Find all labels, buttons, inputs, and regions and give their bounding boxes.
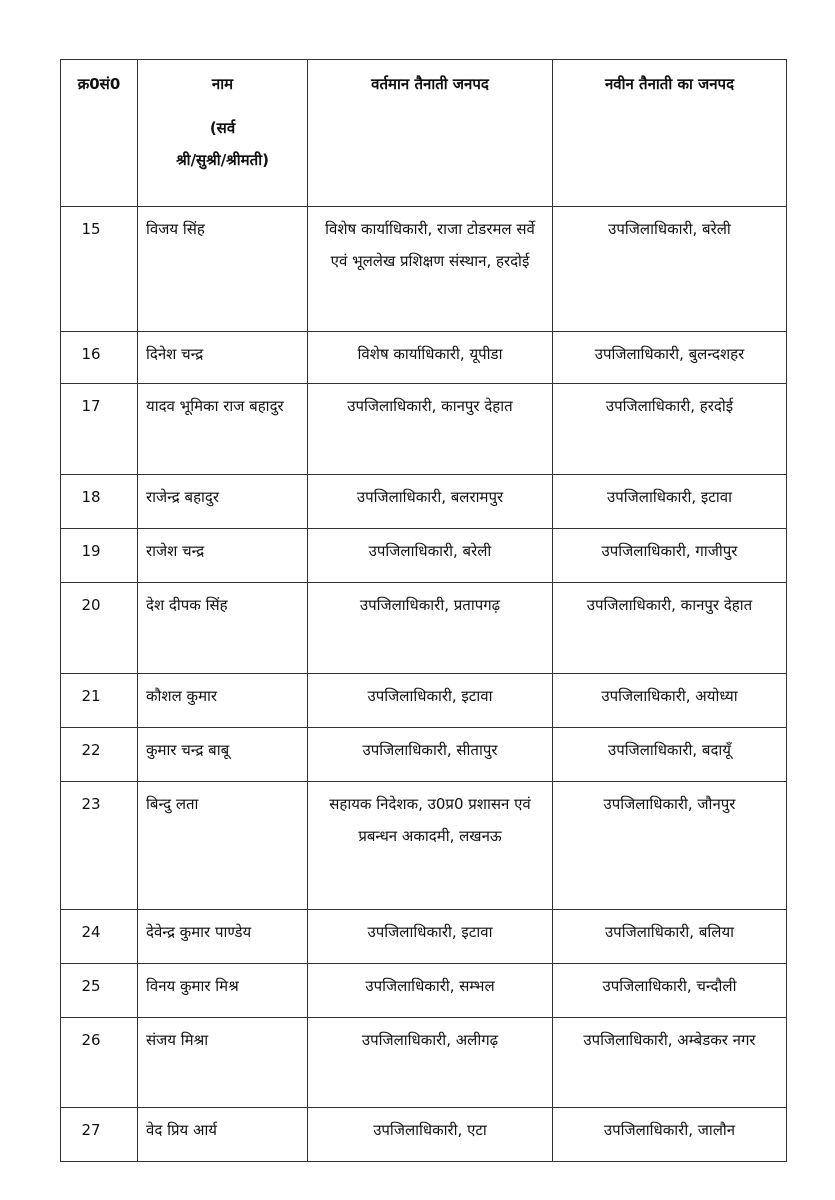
serial-cell: 19 — [61, 529, 138, 583]
serial-cell: 24 — [61, 910, 138, 964]
current-posting-cell: उपजिलाधिकारी, सम्भल — [308, 964, 553, 1018]
current-posting-cell: उपजिलाधिकारी, अलीगढ़ — [308, 1018, 553, 1108]
name-cell: कुमार चन्द्र बाबू — [138, 728, 308, 782]
name-cell: वेद प्रिय आर्य — [138, 1108, 308, 1162]
name-cell: विनय कुमार मिश्र — [138, 964, 308, 1018]
new-posting-cell: उपजिलाधिकारी, अम्बेडकर नगर — [553, 1018, 787, 1108]
current-posting-cell: विशेष कार्याधिकारी, यूपीडा — [308, 332, 553, 384]
new-posting-cell: उपजिलाधिकारी, कानपुर देहात — [553, 583, 787, 674]
name-cell: दिनेश चन्द्र — [138, 332, 308, 384]
serial-cell: 15 — [61, 207, 138, 332]
name-cell: राजेन्द्र बहादुर — [138, 475, 308, 529]
new-posting-cell: उपजिलाधिकारी, बरेली — [553, 207, 787, 332]
table-row — [61, 583, 787, 674]
header-name-sub2: श्री/सुश्री/श्रीमती) — [176, 151, 269, 169]
transfer-table — [60, 59, 787, 1162]
serial-cell: 27 — [61, 1108, 138, 1162]
table-row — [61, 207, 787, 332]
table-row — [61, 1108, 787, 1162]
header-name-title: नाम — [211, 75, 234, 93]
serial-cell: 26 — [61, 1018, 138, 1108]
new-posting-cell: उपजिलाधिकारी, जौनपुर — [553, 782, 787, 910]
serial-cell: 23 — [61, 782, 138, 910]
table-row — [61, 674, 787, 728]
table-row — [61, 910, 787, 964]
new-posting-cell: उपजिलाधिकारी, बदायूँ — [553, 728, 787, 782]
new-posting-cell: उपजिलाधिकारी, अयोध्या — [553, 674, 787, 728]
table-row — [61, 782, 787, 910]
current-posting-cell: सहायक निदेशक, उ0प्र0 प्रशासन एवं प्रबन्धन अकादमी, लखनऊ — [308, 782, 553, 910]
name-cell: यादव भूमिका राज बहादुर — [138, 384, 308, 475]
current-posting-cell: उपजिलाधिकारी, प्रतापगढ़ — [308, 583, 553, 674]
current-posting-cell: उपजिलाधिकारी, बरेली — [308, 529, 553, 583]
name-cell: देवेन्द्र कुमार पाण्डेय — [138, 910, 308, 964]
serial-cell: 22 — [61, 728, 138, 782]
serial-cell: 25 — [61, 964, 138, 1018]
current-posting-cell: विशेष कार्याधिकारी, राजा टोडरमल सर्वे एवं भूललेख प्रशिक्षण संस्थान, हरदोई — [308, 207, 553, 332]
name-cell: कौशल कुमार — [138, 674, 308, 728]
table-row — [61, 964, 787, 1018]
header-name — [138, 60, 308, 207]
name-cell: विजय सिंह — [138, 207, 308, 332]
new-posting-cell: उपजिलाधिकारी, जालौन — [553, 1108, 787, 1162]
current-posting-cell: उपजिलाधिकारी, कानपुर देहात — [308, 384, 553, 475]
current-posting-cell: उपजिलाधिकारी, इटावा — [308, 674, 553, 728]
table-row — [61, 1018, 787, 1108]
current-posting-cell: उपजिलाधिकारी, इटावा — [308, 910, 553, 964]
header-new-posting: नवीन तैनाती का जनपद — [553, 60, 787, 207]
serial-cell: 17 — [61, 384, 138, 475]
name-cell: बिन्दु लता — [138, 782, 308, 910]
serial-cell: 20 — [61, 583, 138, 674]
table-row — [61, 332, 787, 384]
new-posting-cell: उपजिलाधिकारी, इटावा — [553, 475, 787, 529]
transfer-list-sheet — [60, 59, 786, 1162]
header-current-posting: वर्तमान तैनाती जनपद — [308, 60, 553, 207]
table-row — [61, 529, 787, 583]
name-cell: संजय मिश्रा — [138, 1018, 308, 1108]
table-header-row — [61, 60, 787, 207]
new-posting-cell: उपजिलाधिकारी, चन्दौली — [553, 964, 787, 1018]
new-posting-cell: उपजिलाधिकारी, बुलन्दशहर — [553, 332, 787, 384]
current-posting-cell: उपजिलाधिकारी, सीतापुर — [308, 728, 553, 782]
header-serial: क्र0सं0 — [61, 60, 138, 207]
name-cell: राजेश चन्द्र — [138, 529, 308, 583]
serial-cell: 21 — [61, 674, 138, 728]
header-name-sub1: (सर्व — [209, 119, 236, 137]
new-posting-cell: उपजिलाधिकारी, हरदोई — [553, 384, 787, 475]
new-posting-cell: उपजिलाधिकारी, बलिया — [553, 910, 787, 964]
name-cell: देश दीपक सिंह — [138, 583, 308, 674]
table-row — [61, 728, 787, 782]
table-row — [61, 475, 787, 529]
new-posting-cell: उपजिलाधिकारी, गाजीपुर — [553, 529, 787, 583]
current-posting-cell: उपजिलाधिकारी, एटा — [308, 1108, 553, 1162]
serial-cell: 18 — [61, 475, 138, 529]
serial-cell: 16 — [61, 332, 138, 384]
table-row — [61, 384, 787, 475]
current-posting-cell: उपजिलाधिकारी, बलरामपुर — [308, 475, 553, 529]
